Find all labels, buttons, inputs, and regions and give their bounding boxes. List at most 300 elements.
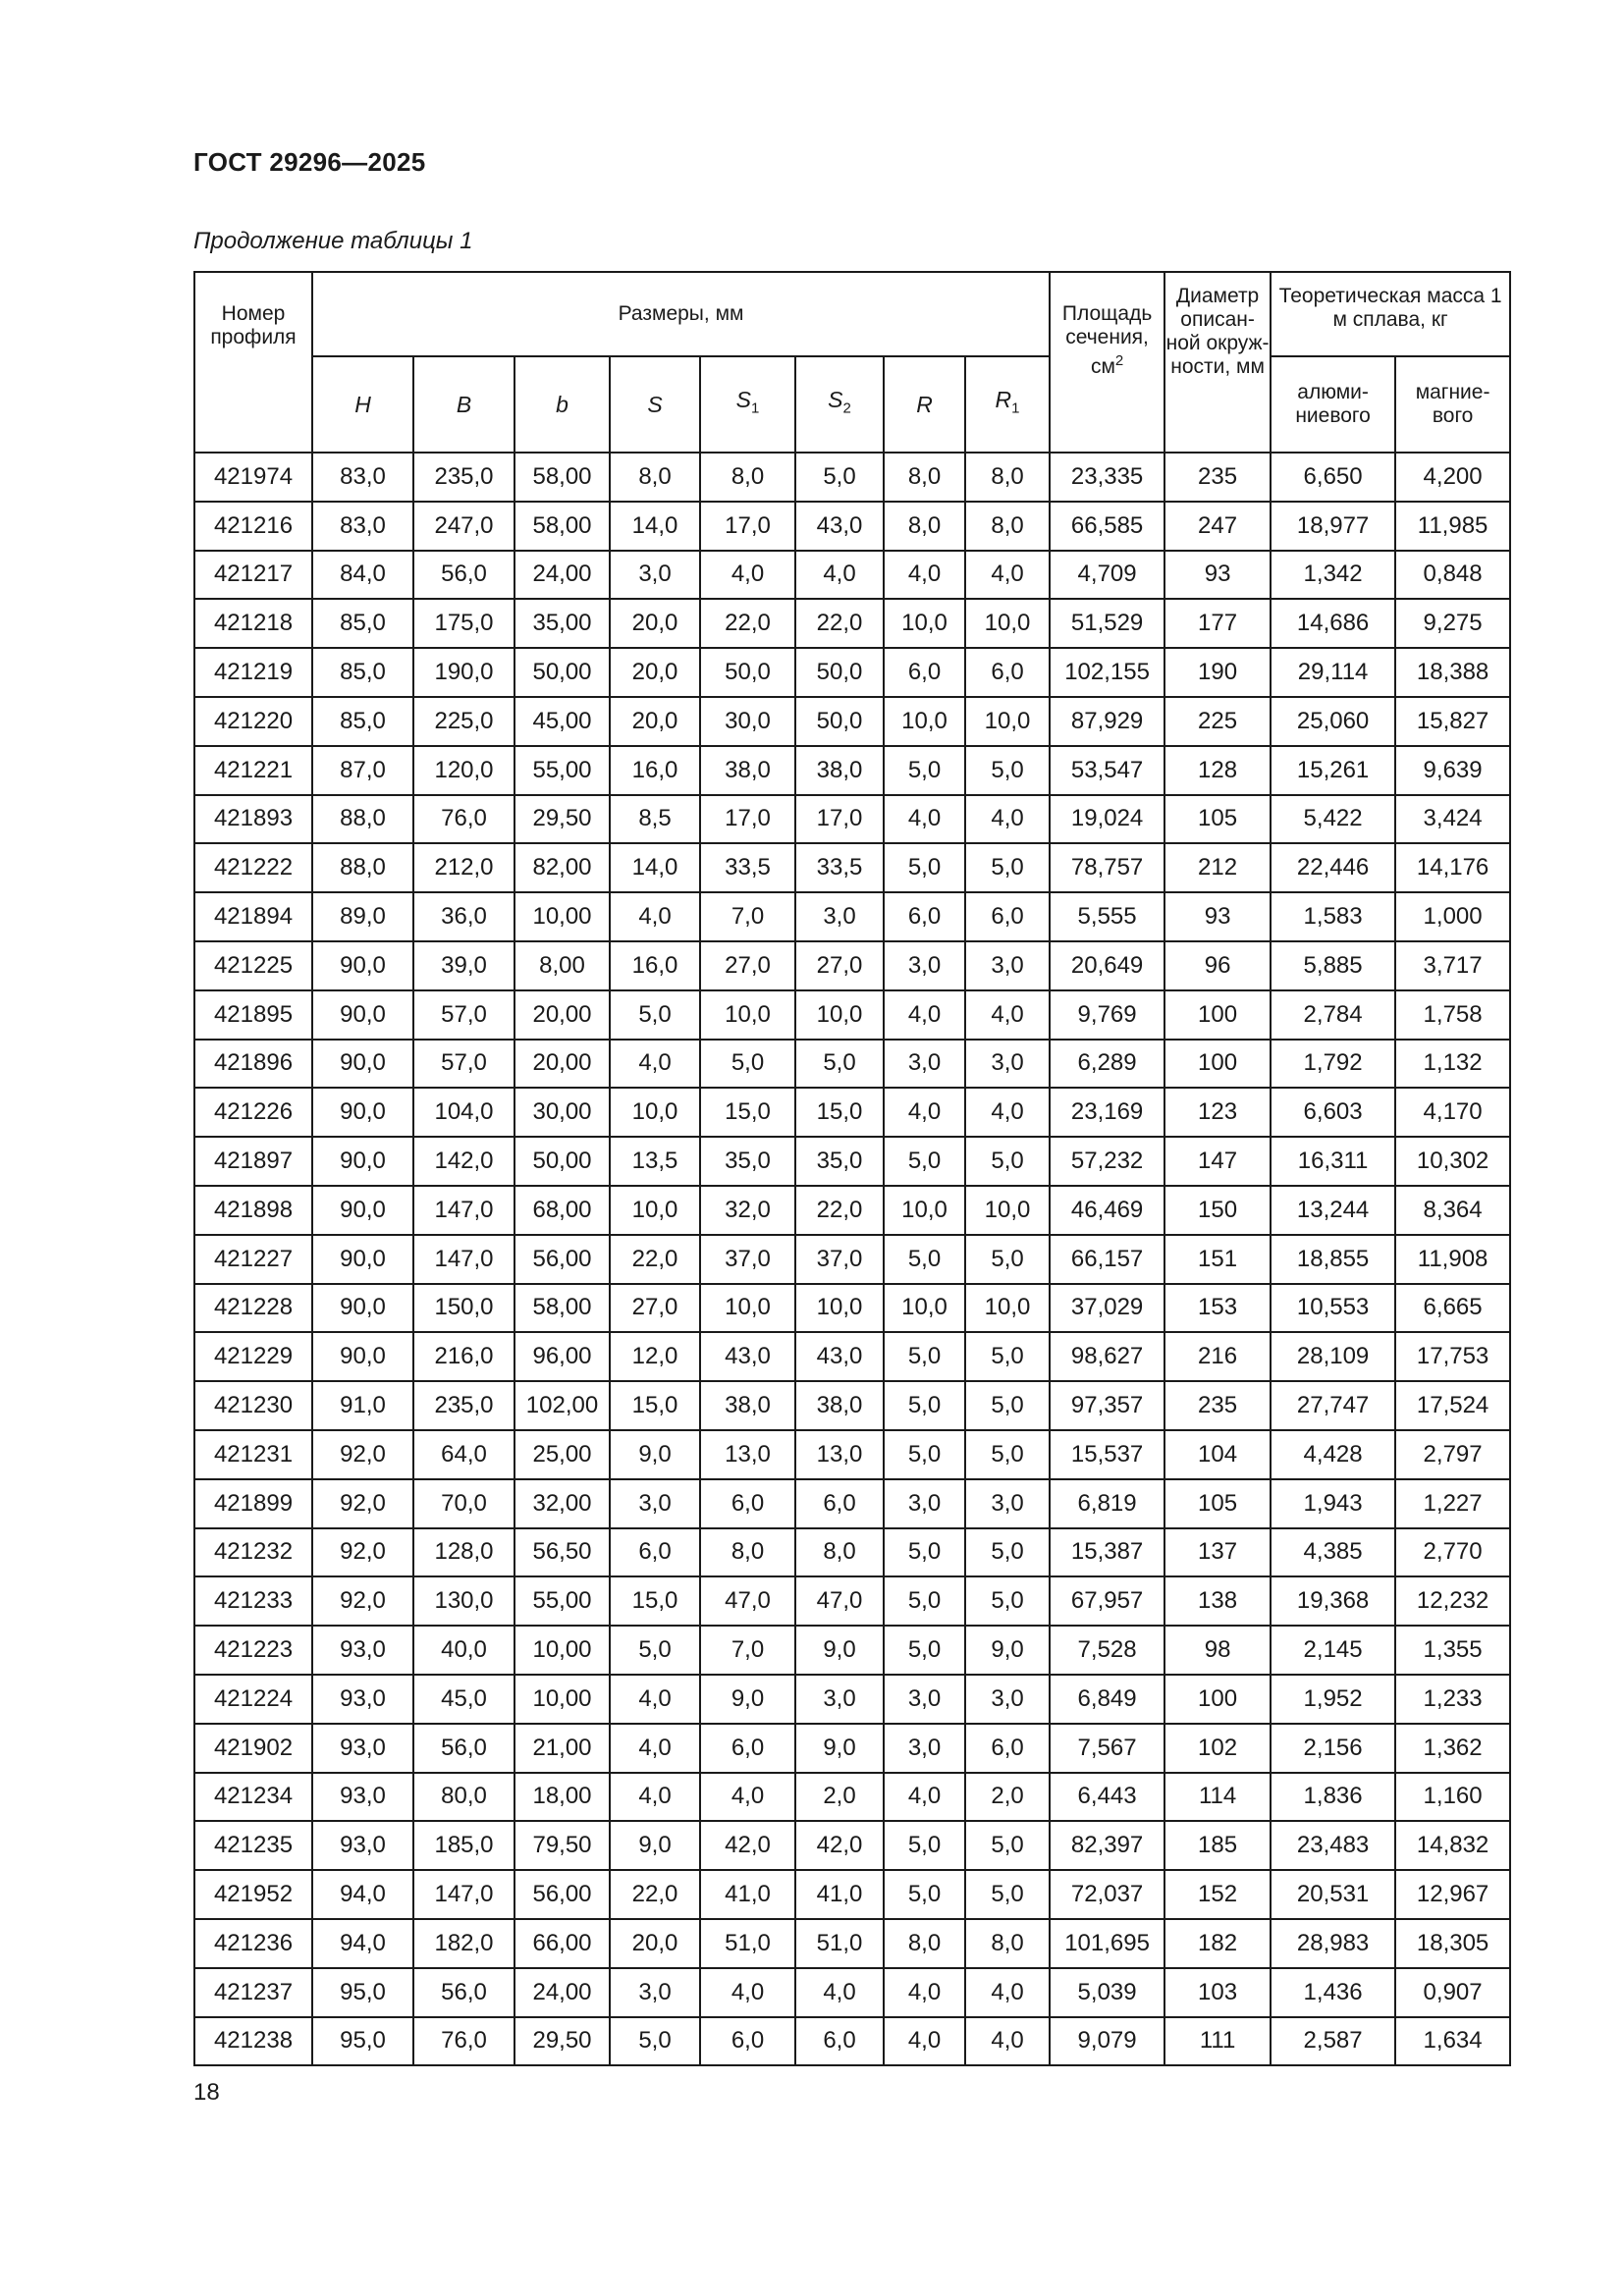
cell-b: 10,00: [514, 1626, 610, 1675]
cell-R1: 5,0: [965, 843, 1050, 892]
cell-S: 13,5: [610, 1137, 700, 1186]
table-row: [194, 1576, 1510, 1626]
cell-B: 225,0: [413, 697, 514, 746]
table-row: [194, 648, 1510, 697]
cell-B: 76,0: [413, 795, 514, 844]
cell-S1: 4,0: [700, 551, 795, 600]
cell-S2: 4,0: [795, 1968, 884, 2017]
cell-S2: 17,0: [795, 795, 884, 844]
cell-diameter: 151: [1164, 1235, 1271, 1284]
cell-B: 235,0: [413, 453, 514, 502]
cell-S2: 51,0: [795, 1919, 884, 1968]
cell-diameter: 100: [1164, 990, 1271, 1040]
cell-mass-magnesium: 11,908: [1395, 1235, 1510, 1284]
cell-S1: 6,0: [700, 2017, 795, 2066]
cell-S1: 4,0: [700, 1968, 795, 2017]
cell-area: 67,957: [1050, 1576, 1164, 1626]
cell-H: 90,0: [312, 941, 413, 990]
cell-S2: 4,0: [795, 551, 884, 600]
cell-area: 53,547: [1050, 746, 1164, 795]
cell-mass-aluminum: 1,943: [1271, 1479, 1395, 1528]
cell-R1: 5,0: [965, 1381, 1050, 1430]
cell-area: 19,024: [1050, 795, 1164, 844]
cell-b: 55,00: [514, 746, 610, 795]
cell-diameter: 98: [1164, 1626, 1271, 1675]
cell-H: 85,0: [312, 697, 413, 746]
table-row: [194, 1430, 1510, 1479]
cell-profile-number: 421227: [194, 1235, 312, 1284]
document-header: ГОСТ 29296—2025: [193, 147, 426, 177]
cell-S2: 38,0: [795, 1381, 884, 1430]
cell-B: 57,0: [413, 990, 514, 1040]
cell-R: 3,0: [884, 1479, 965, 1528]
cell-mass-aluminum: 6,650: [1271, 453, 1395, 502]
cell-b: 29,50: [514, 795, 610, 844]
cell-profile-number: 421893: [194, 795, 312, 844]
table-row: [194, 1919, 1510, 1968]
cell-b: 24,00: [514, 1968, 610, 2017]
cell-H: 88,0: [312, 843, 413, 892]
cell-B: 185,0: [413, 1821, 514, 1870]
cell-R: 3,0: [884, 1040, 965, 1089]
cell-profile-number: 421895: [194, 990, 312, 1040]
cell-S1: 6,0: [700, 1724, 795, 1773]
cell-H: 94,0: [312, 1919, 413, 1968]
cell-R: 8,0: [884, 1919, 965, 1968]
cell-S2: 9,0: [795, 1724, 884, 1773]
cell-mass-magnesium: 3,717: [1395, 941, 1510, 990]
cell-mass-aluminum: 2,145: [1271, 1626, 1395, 1675]
cell-mass-magnesium: 1,000: [1395, 892, 1510, 941]
cell-S2: 10,0: [795, 990, 884, 1040]
cell-b: 35,00: [514, 599, 610, 648]
cell-mass-aluminum: 22,446: [1271, 843, 1395, 892]
cell-area: 15,387: [1050, 1528, 1164, 1577]
cell-diameter: 105: [1164, 1479, 1271, 1528]
cell-area: 57,232: [1050, 1137, 1164, 1186]
cell-S2: 27,0: [795, 941, 884, 990]
cell-profile-number: 421217: [194, 551, 312, 600]
cell-R1: 4,0: [965, 1088, 1050, 1137]
header-col-R1-subscript: 1: [1011, 400, 1020, 417]
cell-S1: 8,0: [700, 1528, 795, 1577]
cell-B: 104,0: [413, 1088, 514, 1137]
cell-mass-magnesium: 9,639: [1395, 746, 1510, 795]
cell-S1: 7,0: [700, 1626, 795, 1675]
header-col-magnesium: магние-вого: [1395, 356, 1510, 453]
cell-H: 93,0: [312, 1773, 413, 1822]
header-col-R: R: [884, 356, 965, 453]
cell-R1: 6,0: [965, 1724, 1050, 1773]
cell-B: 212,0: [413, 843, 514, 892]
table-row: [194, 1040, 1510, 1089]
cell-R: 10,0: [884, 697, 965, 746]
cell-B: 147,0: [413, 1235, 514, 1284]
cell-mass-magnesium: 14,832: [1395, 1821, 1510, 1870]
cell-H: 92,0: [312, 1430, 413, 1479]
cell-S2: 41,0: [795, 1870, 884, 1919]
cell-profile-number: 421236: [194, 1919, 312, 1968]
cell-area: 15,537: [1050, 1430, 1164, 1479]
cell-B: 130,0: [413, 1576, 514, 1626]
cell-b: 32,00: [514, 1479, 610, 1528]
cell-S2: 22,0: [795, 1186, 884, 1235]
cell-b: 45,00: [514, 697, 610, 746]
table-row: [194, 892, 1510, 941]
cell-S2: 8,0: [795, 1528, 884, 1577]
cell-H: 85,0: [312, 648, 413, 697]
cell-H: 83,0: [312, 502, 413, 551]
table-header: [194, 272, 1510, 453]
table-row: [194, 2017, 1510, 2066]
table-row: [194, 599, 1510, 648]
cell-S: 10,0: [610, 1088, 700, 1137]
cell-R1: 3,0: [965, 1040, 1050, 1089]
cell-S2: 22,0: [795, 599, 884, 648]
table-row: [194, 1675, 1510, 1724]
cell-b: 58,00: [514, 502, 610, 551]
cell-profile-number: 421222: [194, 843, 312, 892]
cell-profile-number: 421219: [194, 648, 312, 697]
cell-B: 56,0: [413, 551, 514, 600]
cell-b: 102,00: [514, 1381, 610, 1430]
header-area-label: Площадь сечения, см: [1061, 302, 1153, 378]
cell-mass-magnesium: 8,364: [1395, 1186, 1510, 1235]
cell-S2: 38,0: [795, 746, 884, 795]
cell-b: 58,00: [514, 1284, 610, 1333]
cell-R1: 5,0: [965, 1235, 1050, 1284]
cell-profile-number: 421231: [194, 1430, 312, 1479]
cell-S: 15,0: [610, 1381, 700, 1430]
cell-H: 89,0: [312, 892, 413, 941]
cell-S: 16,0: [610, 941, 700, 990]
cell-B: 235,0: [413, 1381, 514, 1430]
cell-area: 78,757: [1050, 843, 1164, 892]
cell-diameter: 105: [1164, 795, 1271, 844]
header-dimensions-group: Размеры, мм: [312, 272, 1050, 356]
cell-R1: 9,0: [965, 1626, 1050, 1675]
cell-diameter: 137: [1164, 1528, 1271, 1577]
cell-S1: 17,0: [700, 795, 795, 844]
cell-S1: 17,0: [700, 502, 795, 551]
cell-R1: 4,0: [965, 2017, 1050, 2066]
cell-mass-aluminum: 6,603: [1271, 1088, 1395, 1137]
cell-S2: 47,0: [795, 1576, 884, 1626]
cell-diameter: 93: [1164, 551, 1271, 600]
table-row: [194, 453, 1510, 502]
cell-profile-number: 421952: [194, 1870, 312, 1919]
table-row: [194, 941, 1510, 990]
cell-H: 87,0: [312, 746, 413, 795]
header-profile-number: Номер профиля: [194, 272, 312, 453]
cell-profile-number: 421902: [194, 1724, 312, 1773]
table-caption: Продолжение таблицы 1: [193, 228, 473, 254]
cell-H: 83,0: [312, 453, 413, 502]
cell-R1: 10,0: [965, 1186, 1050, 1235]
cell-diameter: 185: [1164, 1821, 1271, 1870]
table-row: [194, 1332, 1510, 1381]
cell-R: 10,0: [884, 599, 965, 648]
cell-profile-number: 421237: [194, 1968, 312, 2017]
cell-mass-aluminum: 1,436: [1271, 1968, 1395, 2017]
cell-S: 5,0: [610, 990, 700, 1040]
cell-S: 20,0: [610, 599, 700, 648]
cell-profile-number: 421220: [194, 697, 312, 746]
cell-S1: 10,0: [700, 1284, 795, 1333]
cell-R: 10,0: [884, 1186, 965, 1235]
cell-S2: 10,0: [795, 1284, 884, 1333]
cell-R: 4,0: [884, 2017, 965, 2066]
cell-H: 90,0: [312, 1088, 413, 1137]
cell-B: 216,0: [413, 1332, 514, 1381]
cell-area: 9,769: [1050, 990, 1164, 1040]
page-number: 18: [193, 2079, 220, 2106]
header-col-S1: [700, 356, 795, 453]
cell-profile-number: 421221: [194, 746, 312, 795]
cell-S: 3,0: [610, 1479, 700, 1528]
cell-diameter: 177: [1164, 599, 1271, 648]
cell-profile-number: 421234: [194, 1773, 312, 1822]
cell-profile-number: 421228: [194, 1284, 312, 1333]
cell-B: 40,0: [413, 1626, 514, 1675]
cell-mass-magnesium: 1,758: [1395, 990, 1510, 1040]
cell-R: 8,0: [884, 453, 965, 502]
cell-R: 3,0: [884, 1675, 965, 1724]
header-circumscribed-diameter: Диаметр описан-ной окруж-ности, мм: [1164, 272, 1271, 453]
cell-profile-number: 421233: [194, 1576, 312, 1626]
cell-mass-aluminum: 2,784: [1271, 990, 1395, 1040]
cell-mass-magnesium: 17,753: [1395, 1332, 1510, 1381]
cell-b: 20,00: [514, 1040, 610, 1089]
header-col-R1-symbol: R: [995, 387, 1012, 413]
table-row: [194, 551, 1510, 600]
cell-diameter: 235: [1164, 1381, 1271, 1430]
cell-mass-magnesium: 15,827: [1395, 697, 1510, 746]
cell-S1: 32,0: [700, 1186, 795, 1235]
cell-area: 23,335: [1050, 453, 1164, 502]
cell-area: 6,849: [1050, 1675, 1164, 1724]
cell-B: 57,0: [413, 1040, 514, 1089]
cell-mass-aluminum: 13,244: [1271, 1186, 1395, 1235]
cell-mass-aluminum: 19,368: [1271, 1576, 1395, 1626]
cell-b: 18,00: [514, 1773, 610, 1822]
cell-S1: 15,0: [700, 1088, 795, 1137]
cell-diameter: 102: [1164, 1724, 1271, 1773]
cell-S: 14,0: [610, 843, 700, 892]
cell-diameter: 235: [1164, 453, 1271, 502]
cell-mass-aluminum: 18,855: [1271, 1235, 1395, 1284]
cell-mass-aluminum: 2,587: [1271, 2017, 1395, 2066]
cell-S2: 6,0: [795, 2017, 884, 2066]
cell-S2: 42,0: [795, 1821, 884, 1870]
cell-S1: 33,5: [700, 843, 795, 892]
cell-S: 8,0: [610, 453, 700, 502]
cell-R1: 8,0: [965, 453, 1050, 502]
cell-R: 5,0: [884, 1332, 965, 1381]
cell-mass-magnesium: 2,797: [1395, 1430, 1510, 1479]
cell-mass-magnesium: 0,848: [1395, 551, 1510, 600]
cell-R: 5,0: [884, 1430, 965, 1479]
cell-H: 93,0: [312, 1626, 413, 1675]
cell-R1: 6,0: [965, 892, 1050, 941]
cell-H: 90,0: [312, 1235, 413, 1284]
cell-B: 39,0: [413, 941, 514, 990]
cell-profile-number: 421897: [194, 1137, 312, 1186]
cell-mass-magnesium: 10,302: [1395, 1137, 1510, 1186]
header-col-H: H: [312, 356, 413, 453]
cell-diameter: 152: [1164, 1870, 1271, 1919]
cell-area: 9,079: [1050, 2017, 1164, 2066]
cell-S1: 47,0: [700, 1576, 795, 1626]
cell-b: 96,00: [514, 1332, 610, 1381]
cell-H: 95,0: [312, 2017, 413, 2066]
cell-B: 128,0: [413, 1528, 514, 1577]
cell-profile-number: 421232: [194, 1528, 312, 1577]
cell-diameter: 93: [1164, 892, 1271, 941]
cell-mass-aluminum: 29,114: [1271, 648, 1395, 697]
cell-R1: 6,0: [965, 648, 1050, 697]
header-area-superscript: 2: [1114, 352, 1124, 369]
cell-area: 5,039: [1050, 1968, 1164, 2017]
cell-H: 90,0: [312, 1284, 413, 1333]
cell-R1: 5,0: [965, 1821, 1050, 1870]
table-row: [194, 1773, 1510, 1822]
cell-R: 4,0: [884, 1773, 965, 1822]
cell-b: 68,00: [514, 1186, 610, 1235]
cell-mass-magnesium: 6,665: [1395, 1284, 1510, 1333]
cell-mass-aluminum: 28,983: [1271, 1919, 1395, 1968]
cell-H: 93,0: [312, 1724, 413, 1773]
cell-profile-number: 421896: [194, 1040, 312, 1089]
table-row: [194, 1528, 1510, 1577]
cell-S1: 41,0: [700, 1870, 795, 1919]
header-col-aluminum: алюми-ниевого: [1271, 356, 1395, 453]
cell-mass-magnesium: 9,275: [1395, 599, 1510, 648]
profile-table: [193, 271, 1511, 2066]
table-row: [194, 1137, 1510, 1186]
header-col-S: S: [610, 356, 700, 453]
cell-diameter: 100: [1164, 1675, 1271, 1724]
cell-B: 190,0: [413, 648, 514, 697]
cell-R1: 8,0: [965, 502, 1050, 551]
cell-diameter: 150: [1164, 1186, 1271, 1235]
cell-R1: 5,0: [965, 1528, 1050, 1577]
table-row: [194, 990, 1510, 1040]
cell-area: 6,289: [1050, 1040, 1164, 1089]
cell-area: 98,627: [1050, 1332, 1164, 1381]
cell-mass-magnesium: 1,355: [1395, 1626, 1510, 1675]
cell-diameter: 104: [1164, 1430, 1271, 1479]
header-col-b: b: [514, 356, 610, 453]
cell-profile-number: 421226: [194, 1088, 312, 1137]
cell-area: 5,555: [1050, 892, 1164, 941]
cell-S: 4,0: [610, 1040, 700, 1089]
cell-S: 9,0: [610, 1821, 700, 1870]
cell-mass-magnesium: 2,770: [1395, 1528, 1510, 1577]
cell-b: 10,00: [514, 892, 610, 941]
cell-R1: 5,0: [965, 1430, 1050, 1479]
table-row: [194, 1626, 1510, 1675]
cell-R: 5,0: [884, 843, 965, 892]
cell-b: 56,00: [514, 1235, 610, 1284]
cell-S: 6,0: [610, 1528, 700, 1577]
cell-profile-number: 421974: [194, 453, 312, 502]
cell-H: 93,0: [312, 1675, 413, 1724]
cell-b: 24,00: [514, 551, 610, 600]
header-col-S1-symbol: S: [735, 387, 751, 413]
cell-profile-number: 421238: [194, 2017, 312, 2066]
cell-diameter: 103: [1164, 1968, 1271, 2017]
cell-area: 102,155: [1050, 648, 1164, 697]
cell-R: 4,0: [884, 1968, 965, 2017]
cell-R: 5,0: [884, 1137, 965, 1186]
cell-mass-magnesium: 1,227: [1395, 1479, 1510, 1528]
cell-S1: 43,0: [700, 1332, 795, 1381]
cell-B: 247,0: [413, 502, 514, 551]
header-col-S2: [795, 356, 884, 453]
cell-R: 4,0: [884, 551, 965, 600]
cell-mass-aluminum: 1,342: [1271, 551, 1395, 600]
cell-diameter: 153: [1164, 1284, 1271, 1333]
cell-R: 5,0: [884, 1381, 965, 1430]
cell-S2: 43,0: [795, 1332, 884, 1381]
cell-S1: 37,0: [700, 1235, 795, 1284]
cell-B: 45,0: [413, 1675, 514, 1724]
cell-R1: 4,0: [965, 551, 1050, 600]
cell-area: 37,029: [1050, 1284, 1164, 1333]
cell-R1: 4,0: [965, 795, 1050, 844]
cell-R: 10,0: [884, 1284, 965, 1333]
cell-B: 36,0: [413, 892, 514, 941]
cell-S: 12,0: [610, 1332, 700, 1381]
cell-mass-magnesium: 1,634: [1395, 2017, 1510, 2066]
cell-S: 3,0: [610, 1968, 700, 2017]
cell-S2: 13,0: [795, 1430, 884, 1479]
cell-S: 9,0: [610, 1430, 700, 1479]
cell-b: 20,00: [514, 990, 610, 1040]
cell-S2: 50,0: [795, 697, 884, 746]
cell-mass-magnesium: 0,907: [1395, 1968, 1510, 2017]
cell-S1: 30,0: [700, 697, 795, 746]
cell-b: 30,00: [514, 1088, 610, 1137]
cell-S1: 6,0: [700, 1479, 795, 1528]
cell-H: 91,0: [312, 1381, 413, 1430]
cell-H: 85,0: [312, 599, 413, 648]
cell-R: 5,0: [884, 1576, 965, 1626]
cell-mass-magnesium: 4,170: [1395, 1088, 1510, 1137]
cell-H: 90,0: [312, 1332, 413, 1381]
cell-S1: 35,0: [700, 1137, 795, 1186]
cell-R1: 5,0: [965, 1576, 1050, 1626]
cell-R: 5,0: [884, 746, 965, 795]
cell-R: 6,0: [884, 892, 965, 941]
cell-profile-number: 421898: [194, 1186, 312, 1235]
table-row: [194, 1284, 1510, 1333]
cell-R1: 5,0: [965, 1137, 1050, 1186]
cell-R: 4,0: [884, 795, 965, 844]
cell-S: 4,0: [610, 1724, 700, 1773]
cell-area: 6,443: [1050, 1773, 1164, 1822]
table-row: [194, 1968, 1510, 2017]
table-row: [194, 1381, 1510, 1430]
cell-S: 15,0: [610, 1576, 700, 1626]
table-row: [194, 1724, 1510, 1773]
cell-diameter: 114: [1164, 1773, 1271, 1822]
table-row: [194, 1235, 1510, 1284]
cell-mass-aluminum: 1,583: [1271, 892, 1395, 941]
cell-b: 66,00: [514, 1919, 610, 1968]
cell-S: 14,0: [610, 502, 700, 551]
